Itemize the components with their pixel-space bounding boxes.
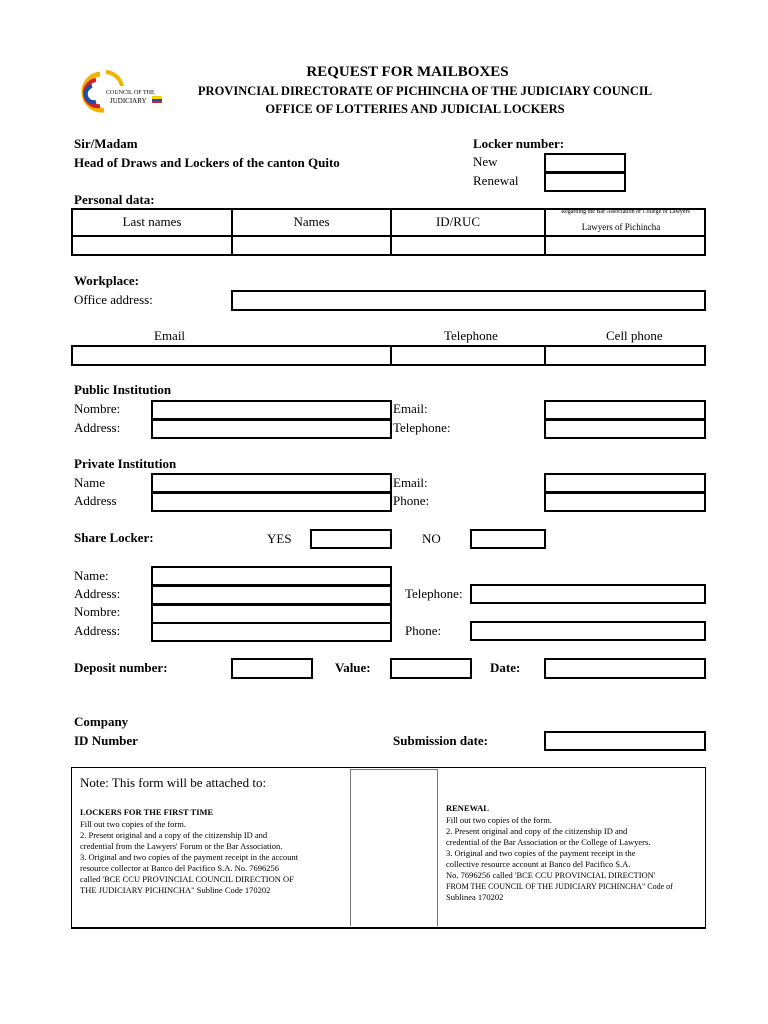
public-address-field[interactable] [151,419,392,439]
public-name-field[interactable] [151,400,392,420]
note-renewal-line: credential of the Bar Association or the College of Lawyers. [446,837,651,847]
salutation: Sir/Madam [74,136,138,151]
private-address-field[interactable] [151,492,392,512]
share-nombre-field[interactable] [151,604,392,624]
recipient: Head of Draws and Lockers of the canton Quito [74,155,340,170]
public-name-label: Nombre: [74,401,121,416]
note-first-line: THE JUDICIARY PICHINCHA" Subline Code 170202 [80,885,271,895]
logo-text-line2: JUDICIARY [110,97,147,105]
share-phone-field[interactable] [470,621,706,641]
public-address-label: Address: [74,420,121,435]
bar-association-input[interactable] [546,237,705,255]
workplace-label: Workplace: [74,273,139,288]
private-institution-label: Private Institution [74,456,177,471]
last-names-input[interactable] [73,237,231,255]
note-renewal-line: FROM THE COUNCIL OF THE JUDICIARY PICHINCHA" Code of [446,882,673,891]
value-label: Value: [335,660,371,675]
share-yes-label: YES [267,531,292,546]
note-renewal-line: Fill out two copies of the form. [446,815,553,825]
col-names: Names [293,214,330,229]
private-name-label: Name [74,475,106,490]
share-address-field[interactable] [151,585,392,605]
note-first-line: Fill out two copies of the form. [80,819,187,829]
col-last-names: Last names [122,214,182,229]
id-number-label: ID Number [74,733,138,748]
public-telephone-field[interactable] [544,419,706,439]
note-first-line: 3. Original and two copies of the payment receipt in the account [80,852,299,862]
deposit-number-label: Deposit number: [74,660,168,675]
note-renewal-line: No. 7696256 called 'BCE CCU PROVINCIAL DIRECTION' [446,870,656,880]
private-phone-field[interactable] [544,492,706,512]
share-address2-field[interactable] [151,622,392,642]
public-email-label: Email: [393,401,428,416]
note-first-line: called 'BCE CCU PROVINCIAL COUNCIL DIRECTION OF [80,874,294,884]
office-address-label: Office address: [74,292,153,307]
locker-renewal-field[interactable] [544,172,626,192]
note-first-list [80,819,298,896]
note-heading: Note: This form will be attached to: [80,775,267,790]
col-id-ruc: ID/RUC [435,214,481,229]
logo-text-line1: COUNCIL OF THE [106,90,155,96]
share-no-label: NO [422,531,441,546]
private-email-label: Email: [393,475,428,490]
form-subtitle-2: OFFICE OF LOTTERIES AND JUDICIAL LOCKERS [265,102,565,116]
private-address-label: Address [74,493,117,508]
public-telephone-label: Telephone: [393,420,451,435]
note-first-line: resource collector at Banco del Pacifico S.A. No. 7696256 [80,863,279,873]
work-telephone-field[interactable] [392,347,544,364]
submission-date-label: Submission date: [393,733,488,748]
col-bar-note: Regarding the Bar Association or College of Lawyers [561,209,690,215]
share-name-field[interactable] [151,566,392,586]
deposit-number-field[interactable] [231,658,313,679]
names-input[interactable] [233,237,390,255]
work-cell-field[interactable] [546,347,705,364]
share-phone-label: Phone: [405,623,442,638]
form-subtitle-1: PROVINCIAL DIRECTORATE OF PICHINCHA OF THE JUDICIARY COUNCIL [197,84,653,98]
share-locker-label: Share Locker: [74,530,154,545]
note-renewal-title: RENEWAL [446,803,489,813]
share-nombre-label: Nombre: [74,604,121,619]
work-email-field[interactable] [73,347,390,364]
telephone-label: Telephone [444,328,498,343]
value-field[interactable] [390,658,472,679]
private-email-field[interactable] [544,473,706,493]
note-first-line: credential from the Lawyers' Forum or the Bar Association. [80,841,283,851]
note-first-line: 2. Present original and a copy of the citizenship ID and [80,830,268,840]
note-renewal-line: collective resource account at Banco del Pacifico S.A. [446,859,631,869]
locker-number-label: Locker number: [473,136,565,151]
public-institution-label: Public Institution [74,382,172,397]
locker-renewal-label: Renewal [473,173,519,188]
id-ruc-input[interactable] [392,237,544,255]
share-telephone-field[interactable] [470,584,706,604]
share-no-checkbox[interactable] [470,529,546,549]
note-renewal-line: Sublinea 170202 [446,892,504,902]
share-telephone-label: Telephone: [405,586,463,601]
share-address-label: Address: [74,586,121,601]
date-field[interactable] [544,658,706,679]
note-first-title: LOCKERS FOR THE FIRST TIME [80,807,214,817]
note-renewal-line: 2. Present original and copy of the citizenship ID and [446,826,628,836]
locker-new-field[interactable] [544,153,626,173]
office-address-field[interactable] [231,290,706,311]
share-name-label: Name: [74,568,109,583]
private-phone-label: Phone: [393,493,430,508]
locker-new-label: New [473,154,498,169]
share-address2-label: Address: [74,623,121,638]
public-email-field[interactable] [544,400,706,420]
form-title: REQUEST FOR MAILBOXES [306,64,509,80]
email-label: Email [154,328,186,343]
personal-data-label: Personal data: [74,192,155,207]
share-yes-checkbox[interactable] [310,529,392,549]
private-name-field[interactable] [151,473,392,493]
company-label: Company [74,714,129,729]
date-label: Date: [490,660,521,675]
note-renewal-list [446,815,673,903]
cell-phone-label: Cell phone [606,328,663,343]
col-bar-value: Lawyers of Pichincha [581,222,661,232]
submission-date-field[interactable] [544,731,706,751]
note-renewal-line: 3. Original and two copies of the payment receipt in the [446,848,636,858]
